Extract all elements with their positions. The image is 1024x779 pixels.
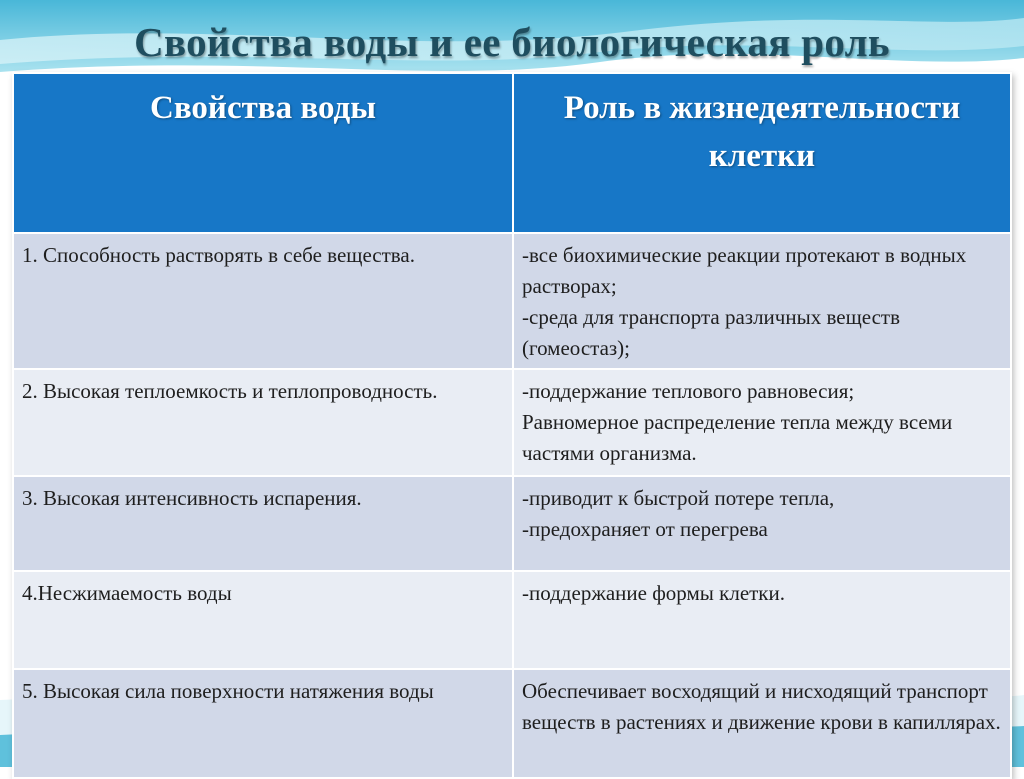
table-row: [13, 369, 1011, 476]
property-cell: 1. Способность растворять в себе вещества.: [13, 233, 513, 369]
header-role: Роль в жизнедеятельности клетки: [513, 73, 1011, 233]
slide-title: Свойства воды и ее биологическая роль: [134, 19, 890, 65]
table-row: [13, 476, 1011, 571]
role-cell: -все биохимические реакции протекают в водных растворах; -среда для транспорта различных веществ (гомеостаз);: [513, 233, 1011, 369]
property-cell: 5. Высокая сила поверхности натяжения воды: [13, 669, 513, 778]
table-row: [13, 669, 1011, 778]
table-header-row: [13, 73, 1011, 233]
role-cell: -поддержание формы клетки.: [513, 571, 1011, 669]
property-cell: 4.Несжимаемость воды: [13, 571, 513, 669]
role-cell: -приводит к быстрой потере тепла, -предохраняет от перегрева: [513, 476, 1011, 571]
table-row: [13, 233, 1011, 369]
property-cell: 2. Высокая теплоемкость и теплопроводность.: [13, 369, 513, 476]
role-cell: Обеспечивает восходящий и нисходящий транспорт веществ в растениях и движение крови в капиллярах.: [513, 669, 1011, 778]
role-cell: -поддержание теплового равновесия; Равномерное распределение тепла между всеми частями организма.: [513, 369, 1011, 476]
table-row: [13, 571, 1011, 669]
property-cell: 3. Высокая интенсивность испарения.: [13, 476, 513, 571]
header-properties: Свойства воды: [13, 73, 513, 233]
properties-table: [12, 72, 1012, 779]
